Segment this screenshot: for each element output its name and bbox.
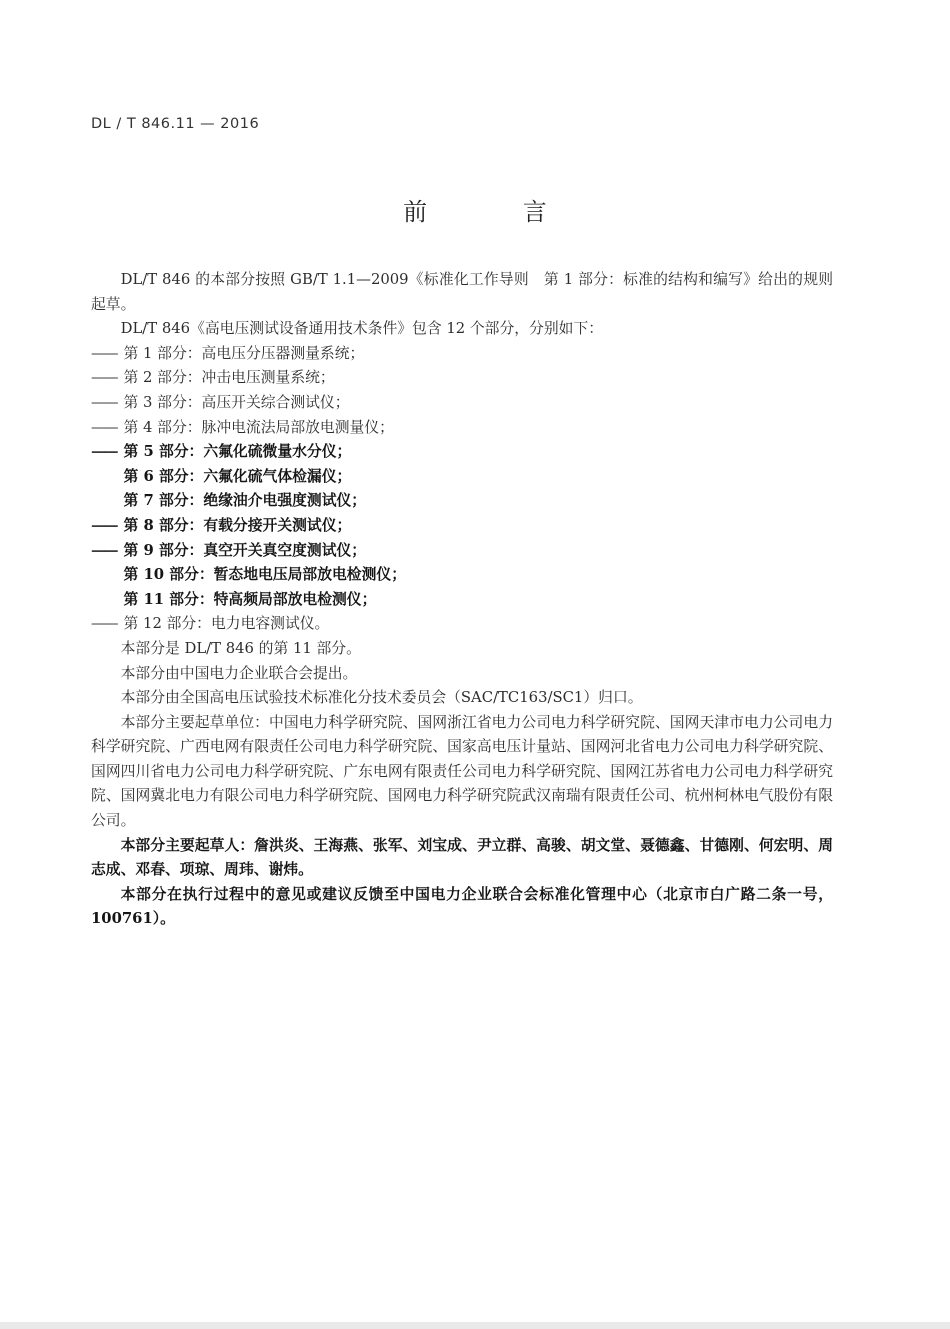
list-item xyxy=(91,366,833,391)
list-dash: —— xyxy=(91,418,117,436)
list-item xyxy=(91,539,833,564)
paragraph-drafters: 本部分主要起草人：詹洪炎、王海燕、张军、刘宝成、尹立群、高骏、胡文堂、聂德鑫、甘德刚、何宏明、周志成、邓春、项琼、周玮、谢炜。 xyxy=(91,836,833,879)
list-item xyxy=(91,612,833,637)
list-item xyxy=(91,391,833,416)
list-item-text: 第 5 部分：六氟化硫微量水分仪； xyxy=(123,443,352,461)
list-item-text: 第 2 部分：冲击电压测量系统； xyxy=(123,369,335,387)
list-item-text: 第 1 部分：高电压分压器测量系统； xyxy=(123,344,365,362)
paragraph-proposer: 本部分由中国电力企业联合会提出。 xyxy=(120,664,358,682)
list-item xyxy=(91,465,833,490)
paragraph-feedback: 本部分在执行过程中的意见或建议反馈至中国电力企业联合会标准化管理中心（北京市白广路二条一号，100761）。 xyxy=(91,885,833,928)
paragraph-parts-intro: DL/T 846《高电压测试设备通用技术条件》包含 12 个部分，分别如下： xyxy=(120,320,604,338)
list-item-text: 第 4 部分：脉冲电流法局部放电测量仪； xyxy=(123,418,394,436)
list-item-text: 第 9 部分：真空开关真空度测试仪； xyxy=(123,541,367,559)
list-item-text: 第 10 部分：暂态地电压局部放电检测仪； xyxy=(123,566,406,584)
list-item xyxy=(91,588,833,613)
list-item xyxy=(91,342,833,367)
list-item xyxy=(91,563,833,588)
paragraph-technical-committee: 本部分由全国高电压试验技术标准化分技术委员会（SAC/TC163/SC1）归口。 xyxy=(120,689,643,707)
list-dash: —— xyxy=(91,443,117,461)
list-item-text: 第 11 部分：特高频局部放电检测仪； xyxy=(123,590,377,608)
list-dash: —— xyxy=(91,615,117,633)
list-dash: —— xyxy=(91,516,117,534)
list-dash: —— xyxy=(91,541,117,559)
parts-list xyxy=(91,342,833,637)
list-item-text: 第 7 部分：绝缘油介电强度测试仪； xyxy=(123,492,367,510)
paragraph-part-number: 本部分是 DL/T 846 的第 11 部分。 xyxy=(120,639,361,657)
list-item xyxy=(91,489,833,514)
list-dash: —— xyxy=(91,369,117,387)
paragraph-drafting-organizations: 本部分主要起草单位：中国电力科学研究院、国网浙江省电力公司电力科学研究院、国网天津市电力公司电力科学研究院、广西电网有限责任公司电力科学研究院、国家高电压计量站、国网河北省电力公司电力科学研究院、国网四川省电力公司电力科学研究院、广东电网有限责任公司电力科学研究院、国网江苏省电力公司电力科学研究院、国网冀北电力有限公司电力科学研究院、国网电力科学研究院武汉南瑞有限责任公司、杭州柯林电气股份有限公司。 xyxy=(91,713,833,830)
list-item-text: 第 3 部分：高压开关综合测试仪； xyxy=(123,393,350,411)
list-item-text: 第 8 部分：有载分接开关测试仪； xyxy=(123,516,352,534)
page-title: 前 言 xyxy=(403,198,591,226)
list-item-text: 第 12 部分：电力电容测试仪。 xyxy=(123,615,330,633)
paragraph-drafting-rules: DL/T 846 的本部分按照 GB/T 1.1—2009《标准化工作导则 第 1 部分：标准的结构和编写》给出的规则起草。 xyxy=(91,271,833,313)
list-item xyxy=(91,514,833,539)
list-item-text: 第 6 部分：六氟化硫气体检漏仪； xyxy=(123,467,352,485)
scan-bottom-edge xyxy=(0,1322,950,1329)
list-item xyxy=(91,416,833,441)
foreword-body xyxy=(91,268,833,932)
list-item xyxy=(91,440,833,465)
list-dash: —— xyxy=(91,393,117,411)
list-dash: —— xyxy=(91,344,117,362)
document-code: DL / T 846.11 — 2016 xyxy=(91,116,260,132)
